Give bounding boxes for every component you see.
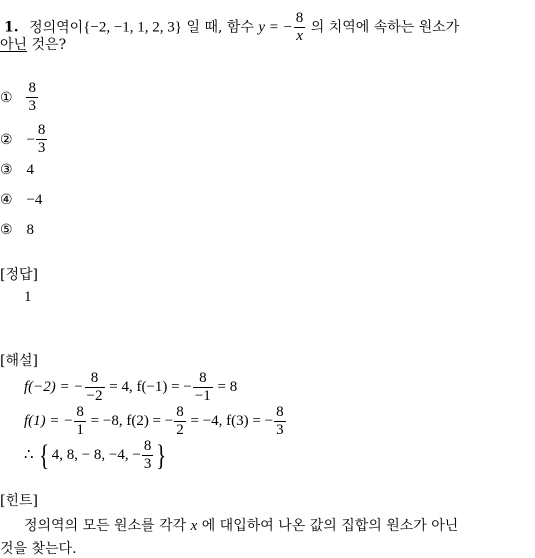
question-text: 일 때, 함수 xyxy=(186,19,254,36)
question-number: 1. xyxy=(4,19,19,36)
function-fraction: $\frac{8}{x}$ xyxy=(295,10,304,44)
question-text: 것은? xyxy=(31,37,67,53)
choice-marker: ③ xyxy=(0,162,13,178)
choice-value: −4 xyxy=(26,192,43,208)
hint-line-2: 것을 찾는다. xyxy=(0,541,77,557)
choice-value: 8 xyxy=(26,222,34,238)
choice-5[interactable] xyxy=(0,222,34,239)
answer-value: 1 xyxy=(24,289,32,305)
choice-marker: ⑤ xyxy=(0,222,13,238)
hint-line-1: 정의역의 모든 원소를 각각 x 에 대입하여 나온 값의 집합의 원소가 아닌 xyxy=(24,518,459,534)
question-text: 정의역이 xyxy=(29,19,84,36)
solution-line-1: f(−2) = − $\frac{8}{-2}$ = 4, f(−1) = − $\frac{8}{-1}$ = 8 xyxy=(24,370,238,404)
solution-line-3: ∴ { 4, 8, − 8, −4, − $\frac{8}{3}$ } xyxy=(24,438,167,472)
question-line-1 xyxy=(4,10,459,45)
underlined-not: 아닌 xyxy=(0,37,28,53)
choice-sign: − xyxy=(26,131,35,148)
solution-label: [해설] xyxy=(0,353,38,369)
choice-1[interactable] xyxy=(0,80,39,115)
domain-set: {−2, −1, 1, 2, 3} xyxy=(83,19,183,36)
choice-value: 4 xyxy=(26,162,34,178)
choice-marker: ④ xyxy=(0,192,13,208)
choice-fraction: $\frac{8}{3}$ xyxy=(37,122,46,156)
answer-label: [정답] xyxy=(0,267,38,283)
therefore-symbol: ∴ xyxy=(24,446,34,463)
choice-marker: ② xyxy=(0,131,13,148)
choice-fraction: $\frac{8}{3}$ xyxy=(28,80,36,114)
solution-line-2: f(1) = − $\frac{8}{1}$ = −8, f(2) = − $\frac{8}{2}$ = −4, f(3) = − $\frac{8}{3}$ xyxy=(24,404,284,438)
question-line-2 xyxy=(0,34,66,54)
choice-marker: ① xyxy=(0,89,13,106)
question-text: 의 치역에 속하는 원소가 xyxy=(310,19,460,36)
choice-3[interactable] xyxy=(0,162,34,179)
choice-2[interactable] xyxy=(0,122,48,157)
function-lhs: y = − xyxy=(258,19,293,36)
hint-label: [힌트] xyxy=(0,493,38,509)
choice-4[interactable] xyxy=(0,192,42,209)
